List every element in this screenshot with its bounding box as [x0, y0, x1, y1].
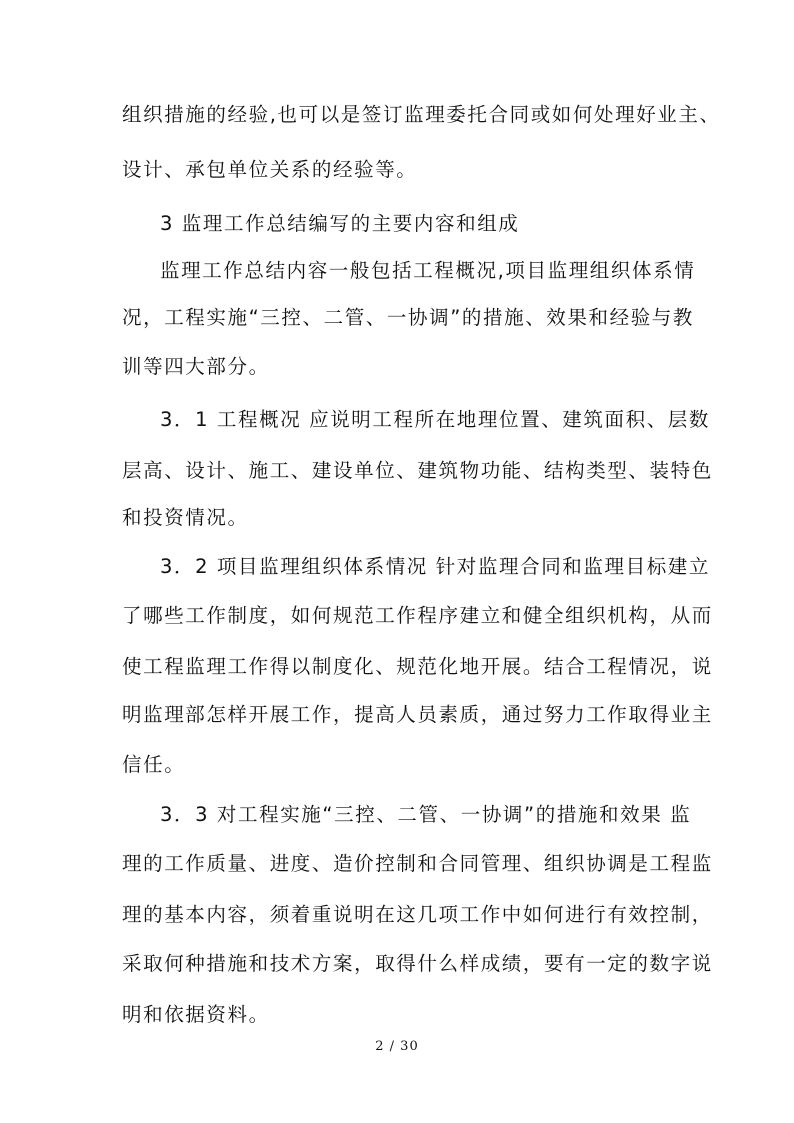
text-line: 明和依据资料。	[122, 1003, 270, 1026]
text-line: 况，工程实施“三控、二管、一协调”的措施、效果和经验与教	[122, 306, 695, 329]
text-line: 使工程监理工作得以制度化、规范化地开展。结合工程情况，说	[122, 655, 713, 678]
section-heading: 3 监理工作总结编写的主要内容和组成	[160, 212, 520, 235]
text-line: 层高、设计、施工、建设单位、建筑物功能、结构类型、装特色	[122, 459, 713, 482]
text-line: 监理工作总结内容一般包括工程概况,项目监理组织体系情	[160, 259, 696, 282]
text-line: 设计、承包单位关系的经验等。	[122, 158, 418, 181]
text-line: 信任。	[122, 753, 186, 776]
text-line: 3．1 工程概况 应说明工程所在地理位置、建筑面积、层数	[160, 408, 711, 431]
text-line: 理的基本内容，须着重说明在这几项工作中如何进行有效控制，	[122, 903, 713, 926]
text-line: 训等四大部分。	[122, 355, 270, 378]
page-number: 2 / 30	[375, 1039, 419, 1054]
text-line: 明监理部怎样开展工作，提高人员素质，通过努力工作取得业主	[122, 703, 713, 726]
text-line: 采取何种措施和技术方案，取得什么样成绩，要有一定的数字说	[122, 952, 713, 975]
text-line: 组织措施的经验,也可以是签订监理委托合同或如何处理好业主、	[122, 103, 721, 126]
text-line: 3．2 项目监理组织体系情况 针对监理合同和监理目标建立	[160, 555, 711, 578]
text-line: 3．3 对工程实施“三控、二管、一协调”的措施和效果 监	[160, 803, 692, 826]
text-line: 理的工作质量、进度、造价控制和合同管理、组织协调是工程监	[122, 852, 713, 875]
text-line: 和投资情况。	[122, 506, 249, 529]
text-line: 了哪些工作制度，如何规范工作程序建立和健全组织机构，从而	[122, 604, 713, 627]
